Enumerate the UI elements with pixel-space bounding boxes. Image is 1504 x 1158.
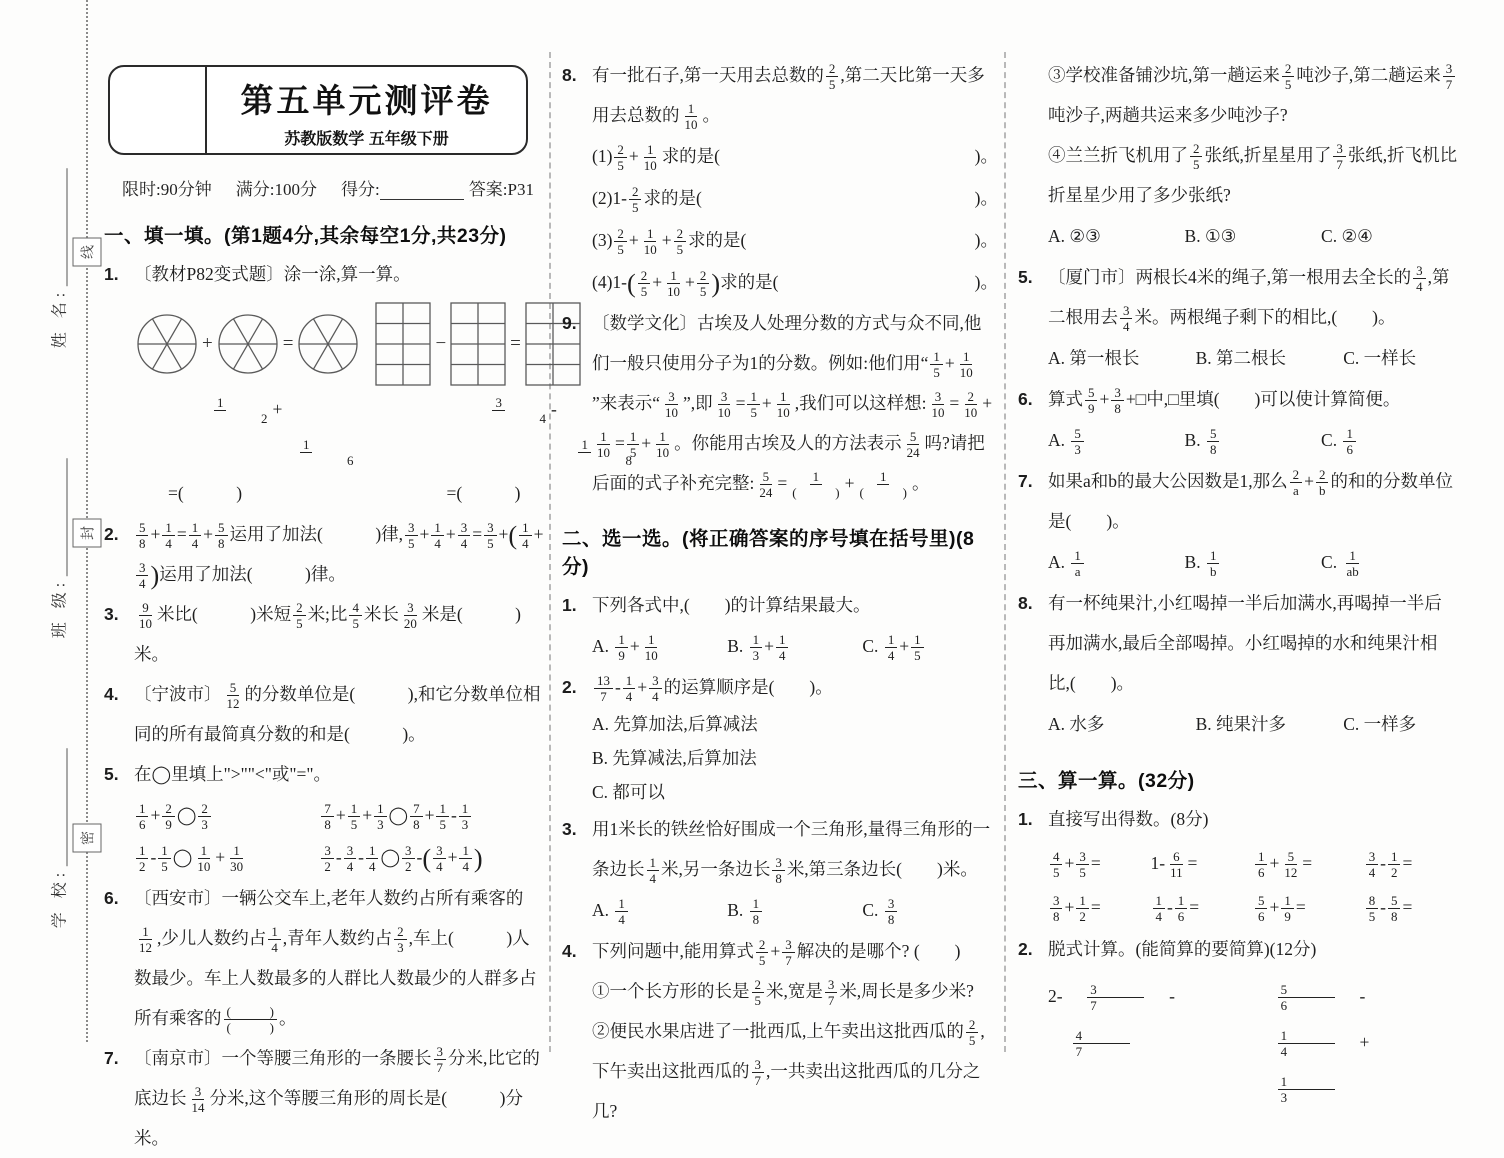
question-text: 〔教材P82变式题〕涂一涂,算一算。: [134, 264, 411, 284]
question-text: 在◯里填上">""<"或"="。: [134, 764, 332, 784]
options-row: [1048, 337, 1458, 379]
column-2: [562, 55, 998, 1131]
options-row: [1048, 703, 1458, 745]
option-c: C. 一样多: [1343, 714, 1417, 734]
seal-name-label: [47, 168, 70, 348]
fill-blank-row: (4)1-( $\frac{2}{5}$ + $\frac{1}{10}$ + $\frac{2}{5}$ )求的是( )。: [592, 267, 998, 300]
question-number: 2.: [104, 524, 119, 544]
option-b: B. 纯果汁多: [1195, 714, 1287, 734]
question-text: 〔数学文化〕古埃及人处理分数的方式与众不同,他们一般只使用分子为1的分数。例如:他们用“ $\frac{1}{5}$ + $\frac{1}{10}$ ”来表示“ $\frac{3}{10}$ ”,即 $\frac{3}{10}$ = $\frac{1}{5}$ + $\frac{1}{10}$ ,我们可以这样想: $\frac{3}{10}$ = $\frac{2}{10}$ + $\frac{1}{10}$ = $\frac{1}{5}$ + $\frac{1}{10}$ 。你能用古埃及人的方法表示 $\frac{5}{24}$ 吗?请把后面的式子补充完整: $\frac{5}{24}$ = $\frac{1}{( )}$ + $\frac{1}{( )}$ 。: [592, 313, 993, 501]
q1-equation-right: 3 4 - 1 8 =( ): [446, 394, 632, 503]
score-blank: [380, 182, 464, 200]
exam-info-row: [122, 175, 534, 200]
option-c: C. $\frac{3}{8}$: [862, 889, 997, 931]
question-s1-q7: [104, 1038, 546, 1158]
question-text: $\frac{5}{8}$ + $\frac{1}{4}$ = $\frac{1}{4}$ + $\frac{5}{8}$ 运用了加法( )律, $\frac{3}{5}$ + $\frac{1}{4}$ + $\frac{3}{4}$ = $\frac{3}{5}$ +( $\frac{1}{4}$ + $\frac{3}{4}$ )运用了加法( )律。: [134, 514, 546, 594]
sub-item-2: ②便民水果店进了一批西瓜,上午卖出这批西瓜的 $\frac{2}{5}$ ,下午卖出这批西瓜的 $\frac{3}{7}$ ,一共卖出这批西瓜的几分之几?: [592, 1016, 985, 1121]
equals-sign: =: [282, 333, 294, 354]
sub-item-4: ④兰兰折飞机用了 $\frac{2}{5}$ 张纸,折星星用了 $\frac{3}{7}$ 张纸,折飞机比折星星少用了多少张纸?: [1048, 140, 1458, 205]
question-number: 2.: [1018, 939, 1033, 959]
question-s2-q2: [562, 667, 998, 809]
question-s2-q5: [1018, 257, 1458, 379]
question-number: 8.: [1018, 593, 1033, 613]
question-number: 7.: [104, 1048, 119, 1068]
option-a: A. 水多: [1048, 714, 1105, 734]
question-s3-q2: [1018, 929, 1458, 1111]
question-text: 如果a和b的最大公因数是1,那么 $\frac{2}{a}$ + $\frac{2}{b}$ 的和的分数单位是( )。: [1048, 466, 1453, 531]
option-c: C. 都可以: [592, 782, 665, 802]
minus-sign: −: [435, 333, 447, 354]
calc-item: $\frac{3}{4}$ - $\frac{1}{2}$ =: [1364, 841, 1458, 885]
question-number: 3.: [104, 604, 119, 624]
option-a: A. $\frac{5}{3}$: [1048, 419, 1185, 461]
option-a: A. $\frac{1}{4}$: [592, 889, 727, 931]
options-row: [1048, 419, 1458, 461]
seal-school-label: [47, 748, 70, 928]
options-row: [592, 889, 998, 931]
section-3-heading: 三、算一算。(32分): [1018, 770, 1195, 792]
plus-sign: +: [202, 333, 213, 354]
option-c: C. $\frac{1}{ab}$: [1321, 547, 1359, 580]
full-score: 满分:100分: [235, 180, 317, 199]
calc-item: $\frac{3}{8}$ + $\frac{1}{2}$ =: [1048, 885, 1151, 929]
seal-class-label: [47, 458, 70, 638]
option-a: A. ②③: [1048, 226, 1101, 246]
question-text: 算式 $\frac{5}{9}$ + $\frac{3}{8}$ +□中,□里填( )可以使计算简便。: [1048, 384, 1401, 417]
option-a: A. 先算加法,后算减法: [592, 714, 758, 734]
seal-class-blank: [49, 458, 68, 576]
fraction-circle-diagram: [136, 313, 198, 375]
option-b: B. $\frac{1}{8}$: [727, 889, 862, 931]
question-number: 3.: [562, 819, 577, 839]
sub-item-1: ①一个长方形的长是 $\frac{2}{5}$ 米,宽是 $\frac{3}{7}$ 米,周长是多少米?: [592, 976, 974, 1009]
comparison-grid: [134, 794, 546, 878]
option-b: B. 先算减法,后算加法: [592, 748, 757, 768]
fraction-circle-diagram: [217, 313, 279, 375]
question-s2-q7: [1018, 461, 1458, 583]
score-label: 得分:: [340, 180, 380, 199]
question-number: 4.: [104, 684, 119, 704]
title-box: [108, 65, 528, 155]
off-calc-row: [1048, 973, 1458, 1111]
option-b: B. $\frac{1}{b}$: [1185, 541, 1322, 583]
seal-char-feng: 封: [73, 519, 102, 548]
answer-page-ref: 答案:P31: [468, 180, 534, 199]
question-text: 〔厦门市〕两根长4米的绳子,第一根用去全长的 $\frac{3}{4}$ ,第二根用去 $\frac{3}{4}$ 米。两根绳子剩下的相比,( )。: [1048, 262, 1450, 335]
question-s2-q4: [562, 931, 998, 1131]
option-a: A. $\frac{1}{9}$ + $\frac{1}{10}$: [592, 631, 658, 664]
seal-school-blank: [49, 748, 68, 866]
fraction-circle-diagram: [297, 313, 359, 375]
question-text: 有一杯纯果汁,小红喝掉一半后加满水,再喝掉一半后再加满水,最后全部喝掉。小红喝掉的水和纯果汁相比,( )。: [1048, 593, 1442, 693]
question-s1-q9: [562, 303, 998, 503]
fill-blank-row: (2)1- $\frac{2}{5}$ 求的是( )。: [592, 183, 998, 216]
calc-item: $\frac{8}{5}$ - $\frac{5}{8}$ =: [1364, 885, 1458, 929]
question-text: 下列问题中,能用算式 $\frac{2}{5}$ + $\frac{3}{7}$ 解决的是哪个? ( ): [592, 936, 961, 969]
comparison-item: $\frac{7}{8}$ + $\frac{1}{5}$ + $\frac{1}{3}$ ◯ $\frac{7}{8}$ + $\frac{1}{5}$ - $\frac{1}{3}$: [319, 794, 546, 836]
question-s2-q3: [562, 809, 998, 931]
question-text: 〔南京市〕一个等腰三角形的一条腰长 $\frac{3}{7}$ 分米,比它的底边长 $\frac{3}{14}$ 分米,这个等腰三角形的周长是( )分米。: [134, 1043, 540, 1148]
options-row: [1048, 215, 1458, 257]
option-b: B. $\frac{1}{3}$ + $\frac{1}{4}$: [727, 625, 862, 667]
calc-item: $\frac{1}{6}$ + $\frac{5}{12}$ =: [1253, 841, 1364, 885]
question-number: 8.: [562, 65, 577, 85]
q1-equation-left: 1 2 + 1 6 =( ): [168, 394, 354, 503]
option-c: C. 一样长: [1343, 348, 1417, 368]
options-row: [592, 625, 998, 667]
question-text: 脱式计算。(能简算的要简算)(12分): [1048, 939, 1317, 959]
calc-item: 2- $\frac{3}{7}$ - $\frac{4}{7}$: [1048, 981, 1175, 1060]
time-limit: 限时:90分钟: [122, 180, 212, 199]
calc-item: $\frac{5}{6}$ + $\frac{1}{9}$ =: [1253, 885, 1364, 929]
page-subtitle: 苏教版数学 五年级下册: [284, 131, 449, 148]
question-s1-q2: [104, 514, 546, 594]
question-text: 用1米长的铁丝恰好围成一个三角形,量得三角形的一条边长 $\frac{1}{4}$ 米,另一条边长 $\frac{3}{8}$ 米,第三条边长( )米。: [592, 819, 991, 887]
question-s3-q1: [1018, 799, 1458, 929]
options-row: [1048, 541, 1458, 583]
equals-sign: =: [510, 333, 521, 354]
options-column: [592, 707, 998, 809]
question-s1-q3: [104, 594, 546, 674]
question-text: 有一批石子,第一天用去总数的 $\frac{2}{5}$ ,第二天比第一天多用去总数的 $\frac{1}{10}$ 。: [592, 60, 985, 133]
calc-item: $\frac{1}{4}$ - $\frac{1}{6}$ =: [1151, 885, 1254, 929]
comparison-item: $\frac{1}{2}$ - $\frac{1}{5}$ ◯ $\frac{1}{10}$ + $\frac{1}{30}$: [134, 836, 319, 878]
option-b: B. 第二根长: [1195, 348, 1287, 368]
question-number: 6.: [104, 888, 119, 908]
seal-class-text: 班 级:: [51, 577, 69, 639]
question-s2-q8: [1018, 583, 1458, 745]
fraction-grid-diagram: [375, 302, 431, 386]
question-number: 4.: [562, 941, 577, 961]
seal-char-mi: 密: [73, 824, 102, 853]
calc-item: $\frac{5}{6}$ - $\frac{1}{4}$ + $\frac{1}{3}$: [1253, 973, 1458, 1111]
comparison-item: $\frac{1}{6}$ + $\frac{2}{9}$ ◯ $\frac{2}{3}$: [134, 794, 319, 836]
column-3: [1018, 55, 1458, 1111]
question-number: 5.: [1018, 267, 1033, 287]
option-c: C. $\frac{1}{6}$: [1321, 419, 1458, 461]
question-s1-q6: [104, 878, 546, 1038]
question-number: 2.: [562, 677, 577, 697]
option-a: A. $\frac{1}{a}$: [1048, 541, 1185, 583]
calc-item: 1- $\frac{6}{11}$ =: [1150, 848, 1198, 881]
calc-item: $\frac{4}{5}$ + $\frac{3}{5}$ =: [1048, 841, 1151, 885]
option-c: C. $\frac{1}{4}$ + $\frac{1}{5}$: [862, 625, 997, 667]
seal-school-text: 学 校:: [51, 867, 69, 929]
seal-name-blank: [49, 168, 68, 286]
question-text: 下列各式中,( )的计算结果最大。: [592, 595, 871, 615]
fill-blank-row: (3) $\frac{2}{5}$ + $\frac{1}{10}$ + $\frac{2}{5}$ 求的是( )。: [592, 225, 998, 258]
seal-char-xian: 线: [73, 238, 102, 267]
question-s1-q5: [104, 754, 546, 878]
fill-blank-row: (1) $\frac{2}{5}$ + $\frac{1}{10}$ 求的是( )。: [592, 141, 998, 174]
sub-item-3: ③学校准备铺沙坑,第一趟运来 $\frac{2}{5}$ 吨沙子,第二趟运来 $\frac{3}{7}$ 吨沙子,两趟共运来多少吨沙子?: [1048, 55, 1458, 135]
question-text: $\frac{13}{7}$ - $\frac{1}{4}$ + $\frac{3}{4}$ 的运算顺序是( )。: [592, 667, 998, 707]
option-c: C. ②④: [1321, 226, 1373, 246]
question-number: 5.: [104, 764, 119, 784]
question-text: 直接写出得数。(8分): [1048, 809, 1209, 829]
question-s2-q6: [1018, 379, 1458, 461]
comparison-item: $\frac{3}{2}$ - $\frac{3}{4}$ - $\frac{1}{4}$ ◯ $\frac{3}{2}$ -( $\frac{3}{4}$ + $\frac{1}{4}$ ): [319, 836, 546, 878]
section-1-heading: 一、填一填。(第1题4分,其余每空1分,共23分): [104, 225, 507, 247]
question-number: 1.: [562, 595, 577, 615]
question-text: 〔西安市〕一辆公交车上,老年人数约占所有乘客的 $\frac{1}{12}$ ,少儿人数约占 $\frac{1}{4}$ ,青年人数约占 $\frac{2}{3}$ ,车上( )人数最少。车上人数最多的人群比人数最少的人群多占所有乘客的 $\frac{( )}{( )}$ 。: [134, 888, 537, 1036]
question-s1-q1: [104, 254, 632, 514]
option-b: B. ①③: [1184, 226, 1237, 246]
title-box-blank-cell: [110, 67, 207, 153]
column-divider-2: [1004, 52, 1006, 1052]
column-divider-1: [549, 52, 551, 1052]
question-number: 7.: [1018, 471, 1033, 491]
option-b: B. $\frac{5}{8}$: [1185, 419, 1322, 461]
question-s2-q1: [562, 585, 998, 667]
question-text: $\frac{9}{10}$ 米比( )米短 $\frac{2}{5}$ 米;比 $\frac{4}{5}$ 米长 $\frac{3}{20}$ 米是( )米。: [134, 599, 521, 664]
section-2-heading: 二、选一选。(将正确答案的序号填在括号里)(8分): [562, 528, 975, 578]
question-number: 6.: [1018, 389, 1033, 409]
question-number: 1.: [104, 264, 119, 284]
question-s2-q4-continued: [1018, 55, 1458, 257]
question-s1-q4: [104, 674, 546, 754]
fraction-grid-diagram: [450, 302, 506, 386]
option-a: A. 第一根长: [1048, 348, 1140, 368]
page-title: 第五单元测评卷: [240, 82, 493, 119]
question-text: 〔宁波市〕 $\frac{5}{12}$ 的分数单位是( ),和它分数单位相同的所有最简真分数的和是( )。: [134, 679, 541, 744]
question-number: 1.: [1018, 809, 1033, 829]
title-box-main: [207, 67, 526, 153]
question-s1-q8: [562, 55, 998, 303]
seal-name-text: 姓 名:: [51, 287, 69, 349]
quick-calc-grid: [1048, 841, 1458, 929]
question-number: 9.: [562, 313, 577, 333]
